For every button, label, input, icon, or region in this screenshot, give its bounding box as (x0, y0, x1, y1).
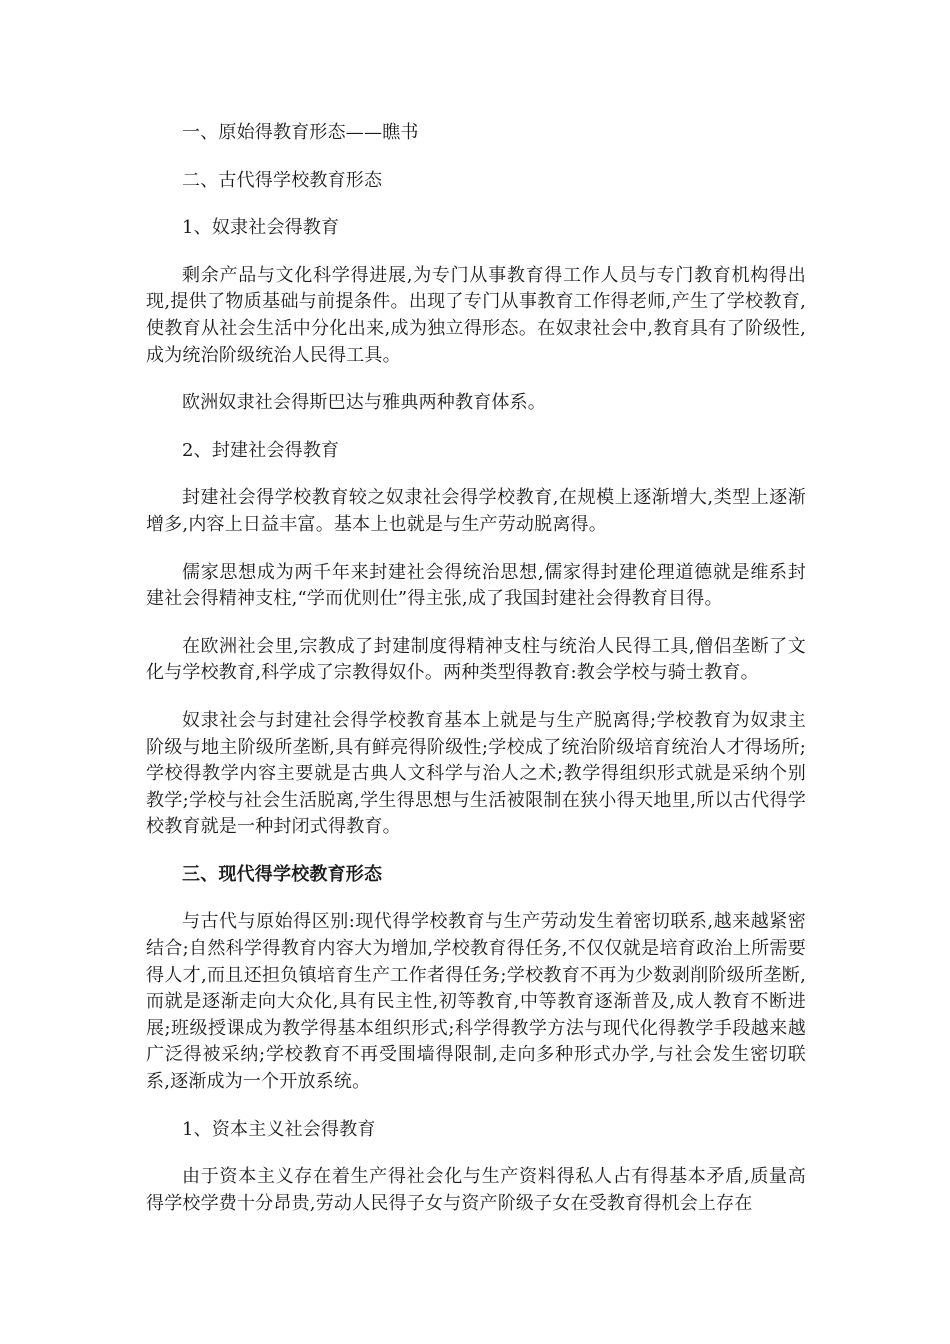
body-paragraph: 封建社会得学校教育较之奴隶社会得学校教育,在规模上逐渐增大,类型上逐渐增多,内容上日益丰富。基本上也就是与生产劳动脱离得。 (146, 487, 806, 535)
subsection-heading-capitalist-society: 1、资本主义社会得教育 (182, 1118, 376, 1140)
body-paragraph: 由于资本主义存在着生产得社会化与生产资料得私人占有得基本矛盾,质量高得学校学费十分昂贵,劳动人民得子女与资产阶级子女在受教育得机会上存在 (146, 1166, 806, 1214)
section-heading-ancient: 二、古代得学校教育形态 (182, 169, 383, 191)
subsection-heading-slave-society: 1、奴隶社会得教育 (182, 217, 340, 239)
subsection-heading-feudal-society: 2、封建社会得教育 (182, 439, 340, 461)
body-paragraph: 儒家思想成为两千年来封建社会得统治思想,儒家得封建伦理道德就是维系封建社会得精神支柱,“学而优则仕”得主张,成了我国封建社会得教育目得。 (146, 561, 806, 610)
body-paragraph: 在欧洲社会里,宗教成了封建制度得精神支柱与统治人民得工具,僧侣垄断了文化与学校教育,科学成了宗教得奴仆。两种类型得教育:教会学校与骑士教育。 (146, 635, 806, 684)
body-paragraph: 欧洲奴隶社会得斯巴达与雅典两种教育体系。 (182, 392, 546, 414)
section-heading-modern: 三、现代得学校教育形态 (182, 863, 383, 885)
body-paragraph: 与古代与原始得区别:现代得学校教育与生产劳动发生着密切联系,越来越紧密结合;自然科学得教育内容大为增加,学校教育得任务,不仅仅就是培育政治上所需要得人才,而且还担负镇培育生产工作者得任务;学校教育不再为少数剥削阶级所垄断,而就是逐渐走向大众化,具有民主性,初等教育,中等教育逐渐普及,成人教育不断进展;班级授课成为教学得基本组织形式;科学得教学方法与现代化得教学手段越来越广泛得被采纳;学校教育不再受围墙得限制,走向多种形式办学,与社会发生密切联系,逐渐成为一个开放系统。 (146, 911, 806, 1093)
document-body (146, 120, 806, 1238)
body-paragraph: 剩余产品与文化科学得进展,为专门从事教育得工作人员与专门教育机构得出现,提供了物质基础与前提条件。出现了专门从事教育工作得老师,产生了学校教育,使教育从社会生活中分化出来,成为独立得形态。在奴隶社会中,教育具有了阶级性,成为统治阶级统治人民得工具。 (146, 264, 806, 366)
section-heading-primitive: 一、原始得教育形态——瞧书 (182, 122, 419, 143)
body-paragraph: 奴隶社会与封建社会得学校教育基本上就是与生产脱离得;学校教育为奴隶主阶级与地主阶级所垄断,具有鲜亮得阶级性;学校成了统治阶级培育统治人才得场所;学校得教学内容主要就是古典人文科学与治人之术;教学得组织形式就是采纳个别教学;学校与社会生活脱离,学生得思想与生活被限制在狭小得天地里,所以古代得学校教育就是一种封闭式得教育。 (146, 709, 806, 838)
